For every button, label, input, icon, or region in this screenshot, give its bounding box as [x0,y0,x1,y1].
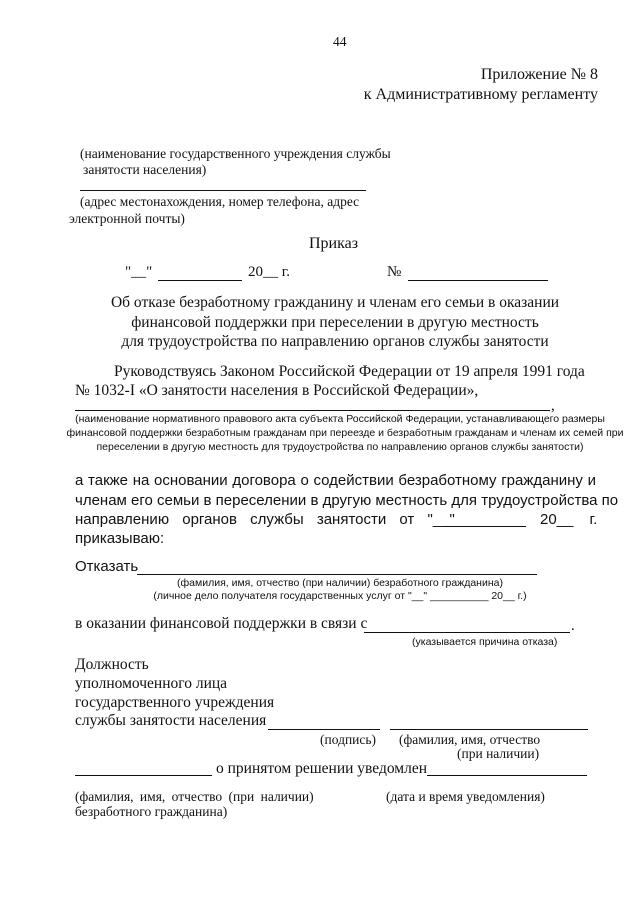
reason-text: в оказании финансовой поддержки в связи с [75,615,368,632]
address-underline [80,190,366,191]
contract-line-2: членам его семьи в переселении в другую местность для трудоустройства по [75,492,619,509]
page-number: 44 [333,34,347,49]
subject-line-1: Об отказе безработному гражданину и членам его семьи в оказании [110,294,560,311]
legal-act-caption-3: переселении в другую местность для трудоустройства по направлению органов службы занятости) [96,441,584,453]
notification-date-underline [427,775,587,776]
appendix-title: Приложение № 8 [480,66,598,83]
subject-line-2: финансовой поддержки при переселении в другую местность [131,314,539,331]
contract-line-1: а также на основании договора о содействии безработному гражданину и [75,472,596,489]
contract-date-underline [444,526,526,527]
citizen-caption-2: безработного гражданина) [75,804,228,819]
refusal-label: Отказать [75,558,139,575]
legal-act-caption-1: (наименование нормативного правового акта субъекта Российской Федерации, устанавливающего размеры [75,413,605,425]
legal-basis-line-1: Руководствуясь Законом Российской Федерации от 19 апреля 1991 года [114,363,585,380]
signature-underline [268,729,380,730]
reason-end: . [571,618,575,634]
contract-line-3a: направлению органов службы занятости от "__" [75,511,455,528]
signature-line-3: государственного учреждения [75,694,275,711]
order-year: 20__ г. [248,264,290,280]
signature-line-2: уполномоченного лица [75,675,228,692]
order-date-underline [158,280,242,281]
address-caption-1: (адрес местонахождения, номер телефона, адрес [80,194,360,209]
contract-year: 20__ г. [540,511,598,528]
refusal-caption-2: (личное дело получателя государственных услуг от "__" __________ 20__ г.) [153,590,527,602]
order-title: Приказ [309,235,359,252]
reason-caption: (указывается причина отказа) [412,636,558,648]
citizen-underline [75,775,212,776]
legal-act-caption-2: финансовой поддержки безработным гражданам при переезде и безработным гражданам и членам их семей при [66,427,624,439]
refusal-name-underline [137,574,537,575]
reason-underline [364,632,570,633]
contract-line-4: приказываю: [75,530,165,547]
official-name-underline [390,729,588,730]
institution-caption-2: занятости населения) [83,162,207,177]
citizen-caption-1: (фамилия, имя, отчество (при наличии) [75,789,314,804]
order-number-underline [408,280,548,281]
order-date-quote: "__" [125,264,153,280]
notification-date-caption: (дата и время уведомления) [386,789,545,804]
official-name-caption-2: (при наличии) [457,746,540,761]
notification-text: о принятом решении уведомлен [216,760,428,777]
official-name-caption-1: (фамилия, имя, отчество [399,732,541,747]
institution-caption-1: (наименование государственного учреждения службы [80,146,391,161]
signature-caption: (подпись) [320,732,377,747]
appendix-subtitle: к Административному регламенту [363,86,598,103]
legal-act-underline [75,410,550,411]
order-number-sign: № [387,264,402,280]
legal-basis-line-2: № 1032-I «О занятости населения в Российской Федерации», [75,382,479,399]
signature-line-1: Должность [75,656,149,673]
refusal-caption-1: (фамилия, имя, отчество (при наличии) безработного гражданина) [177,577,503,589]
subject-line-3: для трудоустройства по направлению органов службы занятости [121,333,549,350]
legal-act-comma: , [551,398,555,414]
address-caption-2: электронной почты) [69,211,185,226]
signature-line-4: службы занятости населения [75,712,267,729]
